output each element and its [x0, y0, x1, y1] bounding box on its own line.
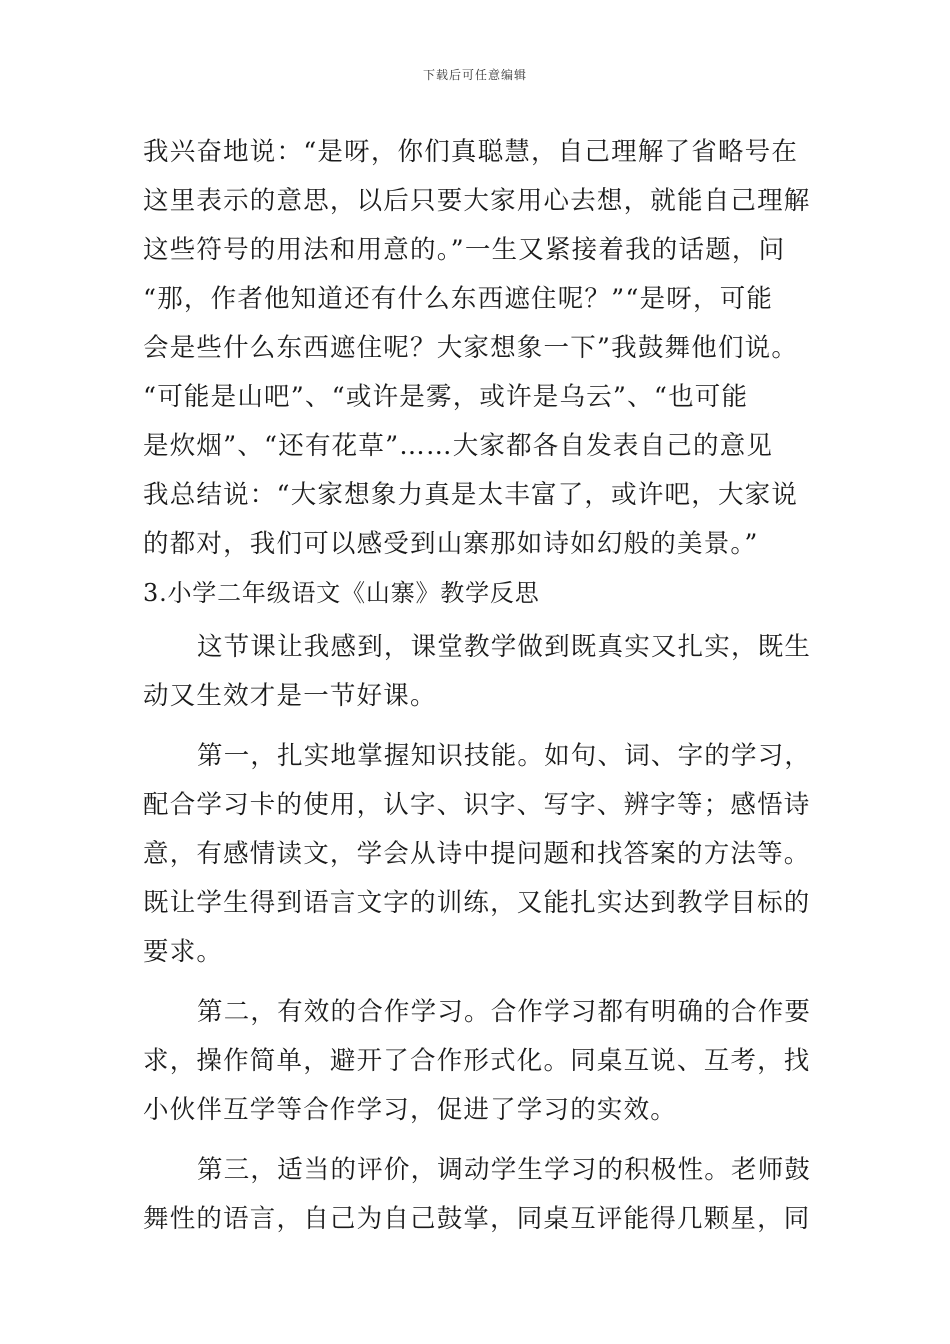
paragraph-line: 第二，有效的合作学习。合作学习都有明确的合作要 — [197, 997, 812, 1027]
section-heading: 3.小学二年级语文《山寨》教学反思 — [143, 579, 540, 607]
paragraph-line: 求，操作简单，避开了合作形式化。同桌互说、互考，找 — [143, 1046, 811, 1076]
body-line: 我总结说：“大家想象力真是太丰富了，或许吧，大家说 — [143, 480, 799, 510]
paragraph-line: 动又生效才是一节好课。 — [143, 681, 437, 711]
body-line: 这些符号的用法和用意的。”一生又紧接着我的话题，问 — [143, 235, 786, 265]
paragraph-line: 要求。 — [143, 937, 224, 967]
body-line: 我兴奋地说：“是呀，你们真聪慧，自己理解了省略号在 — [143, 137, 799, 167]
paragraph-line: 既让学生得到语言文字的训练，又能扎实达到教学目标的 — [143, 888, 811, 918]
document-body — [143, 128, 811, 1244]
body-line: “那，作者他知道还有什么东西遮住呢？”“是呀，可能 — [143, 284, 774, 314]
body-line: 会是些什么东西遮住呢？大家想象一下”我鼓舞他们说。 — [143, 333, 799, 363]
body-line: “可能是山吧”、“或许是雾，或许是乌云”、“也可能 — [143, 382, 749, 412]
body-line: 这里表示的意思，以后只要大家用心去想，就能自己理解 — [143, 186, 811, 216]
paragraph-3 — [143, 988, 811, 1135]
paragraph-1 — [143, 623, 811, 721]
paragraph-line: 这节课让我感到，课堂教学做到既真实又扎实，既生 — [197, 632, 812, 662]
body-line: 的都对，我们可以感受到山寨那如诗如幻般的美景。” — [143, 529, 759, 559]
paragraph-line: 配合学习卡的使用，认字、识字、写字、辨字等；感悟诗 — [143, 790, 811, 820]
paragraph-4 — [143, 1146, 811, 1244]
paragraph-line: 第三，适当的评价，调动学生学习的积极性。老师鼓 — [197, 1155, 812, 1185]
paragraph-line: 小伙伴互学等合作学习，促进了学习的实效。 — [143, 1095, 678, 1125]
body-line: 是炊烟”、“还有花草”……大家都各自发表自己的意见 — [143, 431, 774, 461]
page-header: 下载后可任意编辑 — [422, 68, 527, 82]
paragraph-line: 第一，扎实地掌握知识技能。如句、词、字的学习， — [197, 741, 812, 771]
paragraph-line: 意，有感情读文，学会从诗中提问题和找答案的方法等。 — [143, 839, 811, 869]
paragraph-2 — [143, 732, 811, 977]
paragraph-line: 舞性的语言，自己为自己鼓掌，同桌互评能得几颗星，同 — [143, 1204, 811, 1234]
